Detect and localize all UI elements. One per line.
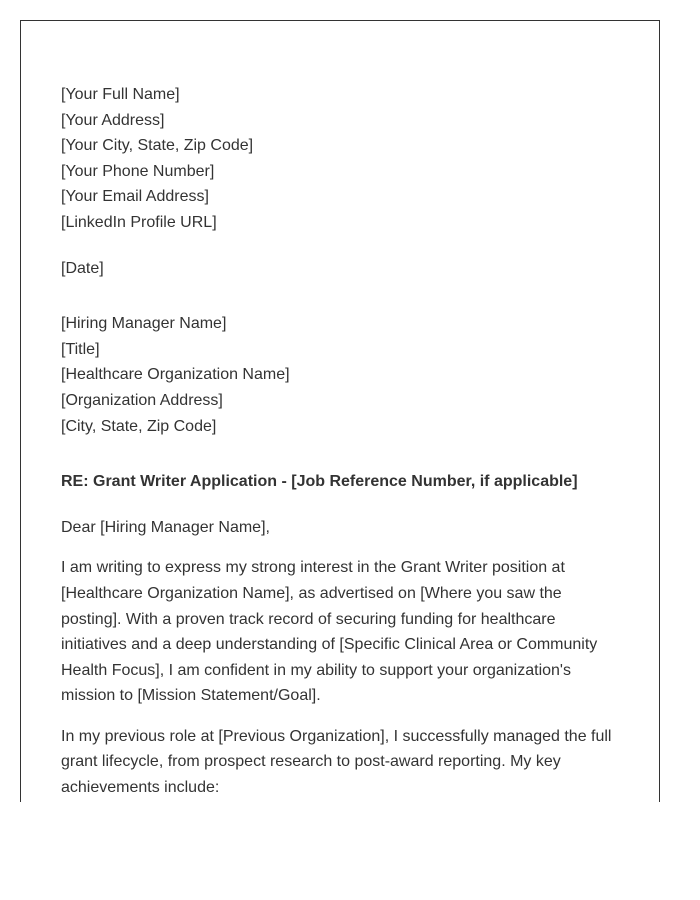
recipient-block bbox=[61, 311, 621, 439]
sender-phone: [Your Phone Number] bbox=[61, 162, 215, 180]
recipient-address: [Organization Address] bbox=[61, 391, 223, 409]
recipient-organization: [Healthcare Organization Name] bbox=[61, 366, 290, 384]
recipient-title: [Title] bbox=[61, 340, 100, 358]
recipient-name: [Hiring Manager Name] bbox=[61, 315, 227, 333]
date-block bbox=[61, 256, 621, 282]
sender-city-state-zip: [Your City, State, Zip Code] bbox=[61, 137, 254, 155]
sender-linkedin: [LinkedIn Profile URL] bbox=[61, 213, 217, 231]
letter-page bbox=[20, 20, 660, 802]
body-paragraph-2: In my previous role at [Previous Organization], I successfully managed the full grant lifecycle, from prospect research to post-award reporting. My key achievements include: bbox=[61, 727, 612, 797]
sender-block bbox=[61, 82, 621, 236]
body-paragraph-1: I am writing to express my strong interest in the Grant Writer position at [Healthcare Organization Name], as advertised on [Where you saw the posting]. With a proven track record of securing funding for healthcare initiatives and a deep understanding of [Specific Clinical Area or Community Health Focus], I am confident in my ability to support your organization's mission to [Mission Statement/Goal]. bbox=[61, 559, 598, 705]
sender-email: [Your Email Address] bbox=[61, 188, 209, 206]
subject-line: RE: Grant Writer Application - [Job Reference Number, if applicable] bbox=[61, 473, 578, 491]
sender-name: [Your Full Name] bbox=[61, 86, 180, 103]
salutation: Dear [Hiring Manager Name], bbox=[61, 518, 270, 536]
recipient-city-state-zip: [City, State, Zip Code] bbox=[61, 417, 217, 435]
letter-date: [Date] bbox=[61, 259, 104, 277]
sender-address: [Your Address] bbox=[61, 111, 165, 129]
letter-content bbox=[61, 82, 621, 801]
